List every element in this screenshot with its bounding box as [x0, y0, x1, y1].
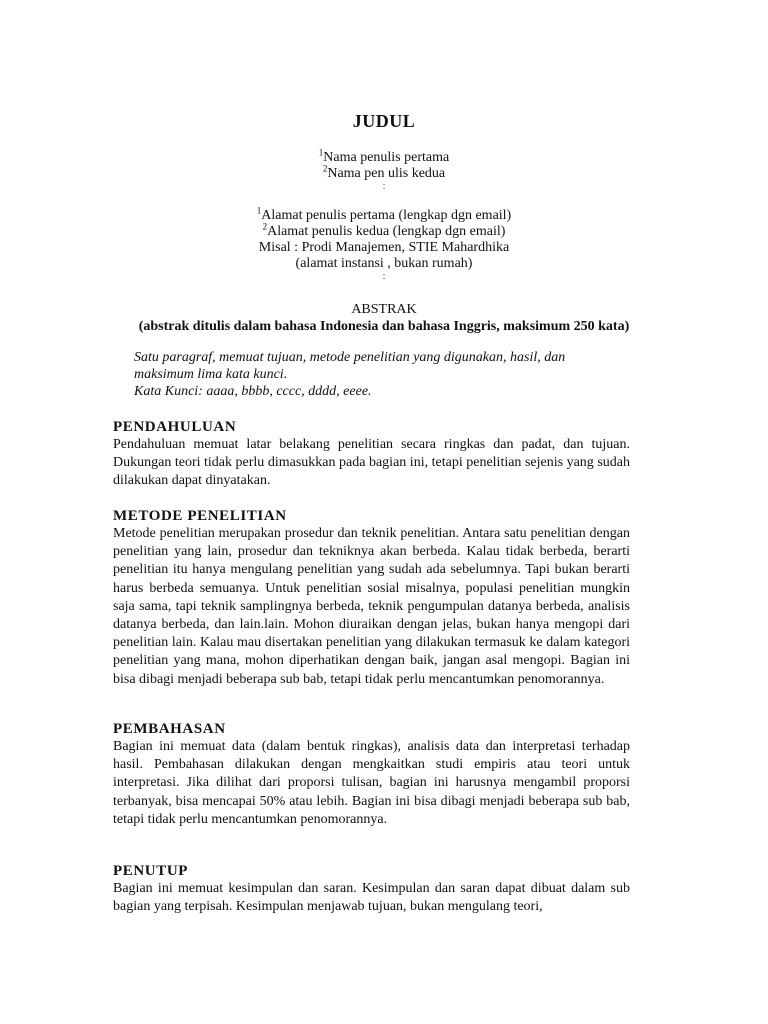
section-heading: PENUTUP: [113, 863, 189, 879]
section-paragraph: Bagian ini memuat data (dalam bentuk ringkas), analisis data dan interpretasi terhadap hasil. Pembahasan dilakukan dengan mengkaitkan studi empiris atau teori untuk interpretasi. Jika dilihat dari proporsi tulisan, bagian ini harusnya mengambil proporsi terbanyak, bisa mencapai 50% atau lebih. Bagian ini bisa dibagi menjadi beberapa sub bab, tetapi tidak perlu mencantumkan penomorannya.: [113, 739, 630, 827]
affiliation-list: [0, 205, 768, 282]
author-2: [0, 163, 768, 182]
author-1: [0, 147, 768, 166]
affiliation-2-text: Alamat penulis kedua (lengkap dgn email): [267, 224, 506, 239]
affiliation-2: [0, 221, 768, 240]
abstract-text: Satu paragraf, memuat tujuan, metode penelitian yang digunakan, hasil, dan maksimum lima kata kunci.: [134, 350, 566, 382]
affiliation-1-superscript: 1: [256, 205, 262, 216]
author-1-superscript: 1: [318, 147, 324, 158]
section-pendahuluan: [113, 418, 630, 491]
abstract-body: [134, 349, 604, 400]
affiliation-1-text: Alamat penulis pertama (lengkap dgn email): [261, 208, 512, 223]
paper-title: JUDUL: [352, 111, 416, 131]
author-2-name: Nama pen ulis kedua: [327, 166, 446, 181]
section-paragraph: Pendahuluan memuat latar belakang penelitian secara ringkas dan padat, dan tujuan. Dukungan teori tidak perlu dimasukkan pada bagian ini, tetapi penelitian sejenis yang sudah dilakukan dapat dinyatakan.: [113, 437, 630, 489]
author-1-name: Nama penulis pertama: [323, 150, 450, 165]
section-paragraph: Bagian ini memuat kesimpulan dan saran. Kesimpulan dan saran dapat dibuat dalam sub bagian yang terpisah. Kesimpulan menjawab tujuan, bukan mengulang teori,: [113, 881, 630, 915]
section-pembahasan: [113, 720, 630, 829]
abstract-heading: ABSTRAK: [351, 302, 417, 317]
section-heading: METODE PENELITIAN: [113, 508, 287, 524]
section-metode-penelitian: [113, 507, 630, 689]
section-heading: PEMBAHASAN: [113, 721, 226, 737]
author-list: [0, 147, 768, 192]
affiliation-2-superscript: 2: [262, 221, 268, 232]
author-2-superscript: 2: [322, 163, 328, 174]
affiliation-1: [0, 205, 768, 224]
author-separator: :: [382, 181, 386, 192]
affiliation-separator: :: [382, 271, 386, 282]
affiliation-example: Misal : Prodi Manajemen, STIE Mahardhika: [258, 240, 510, 255]
abstract-header: [0, 301, 768, 335]
section-penutup: [113, 862, 630, 916]
abstract-keywords: Kata Kunci: aaaa, bbbb, cccc, dddd, eeee.: [134, 384, 372, 399]
affiliation-note: (alamat instansi , bukan rumah): [295, 256, 473, 271]
abstract-subheading: (abstrak ditulis dalam bahasa Indonesia dan bahasa Inggris, maksimum 250 kata): [138, 319, 630, 334]
section-heading: PENDAHULUAN: [113, 419, 237, 435]
section-paragraph: Metode penelitian merupakan prosedur dan teknik penelitian. Antara satu penelitian dengan penelitian yang lain, prosedur dan tekniknya akan berbeda. Kalau tidak berbeda, berarti penelitian itu hanya mengulang penelitian yang sudah ada sebelumnya. Tapi bukan berarti harus berbeda semuanya. Untuk penelitian sosial misalnya, populasi penelitian mungkin saja sama, tapi teknik samplingnya berbeda, teknik pengumpulan datanya berbeda, analisis datanya berbeda, dan lain.lain. Mohon diuraikan dengan jelas, bukan hanya mengopi dari penelitian lain. Kalau mau disertakan penelitian yang dilakukan termasuk ke dalam kategori penelitian yang mana, mohon diperhatikan dengan baik, jangan asal mengopi. Bagian ini bisa dibagi menjadi beberapa sub bab, tetapi tidak perlu mencantumkan penomorannya.: [113, 526, 630, 687]
